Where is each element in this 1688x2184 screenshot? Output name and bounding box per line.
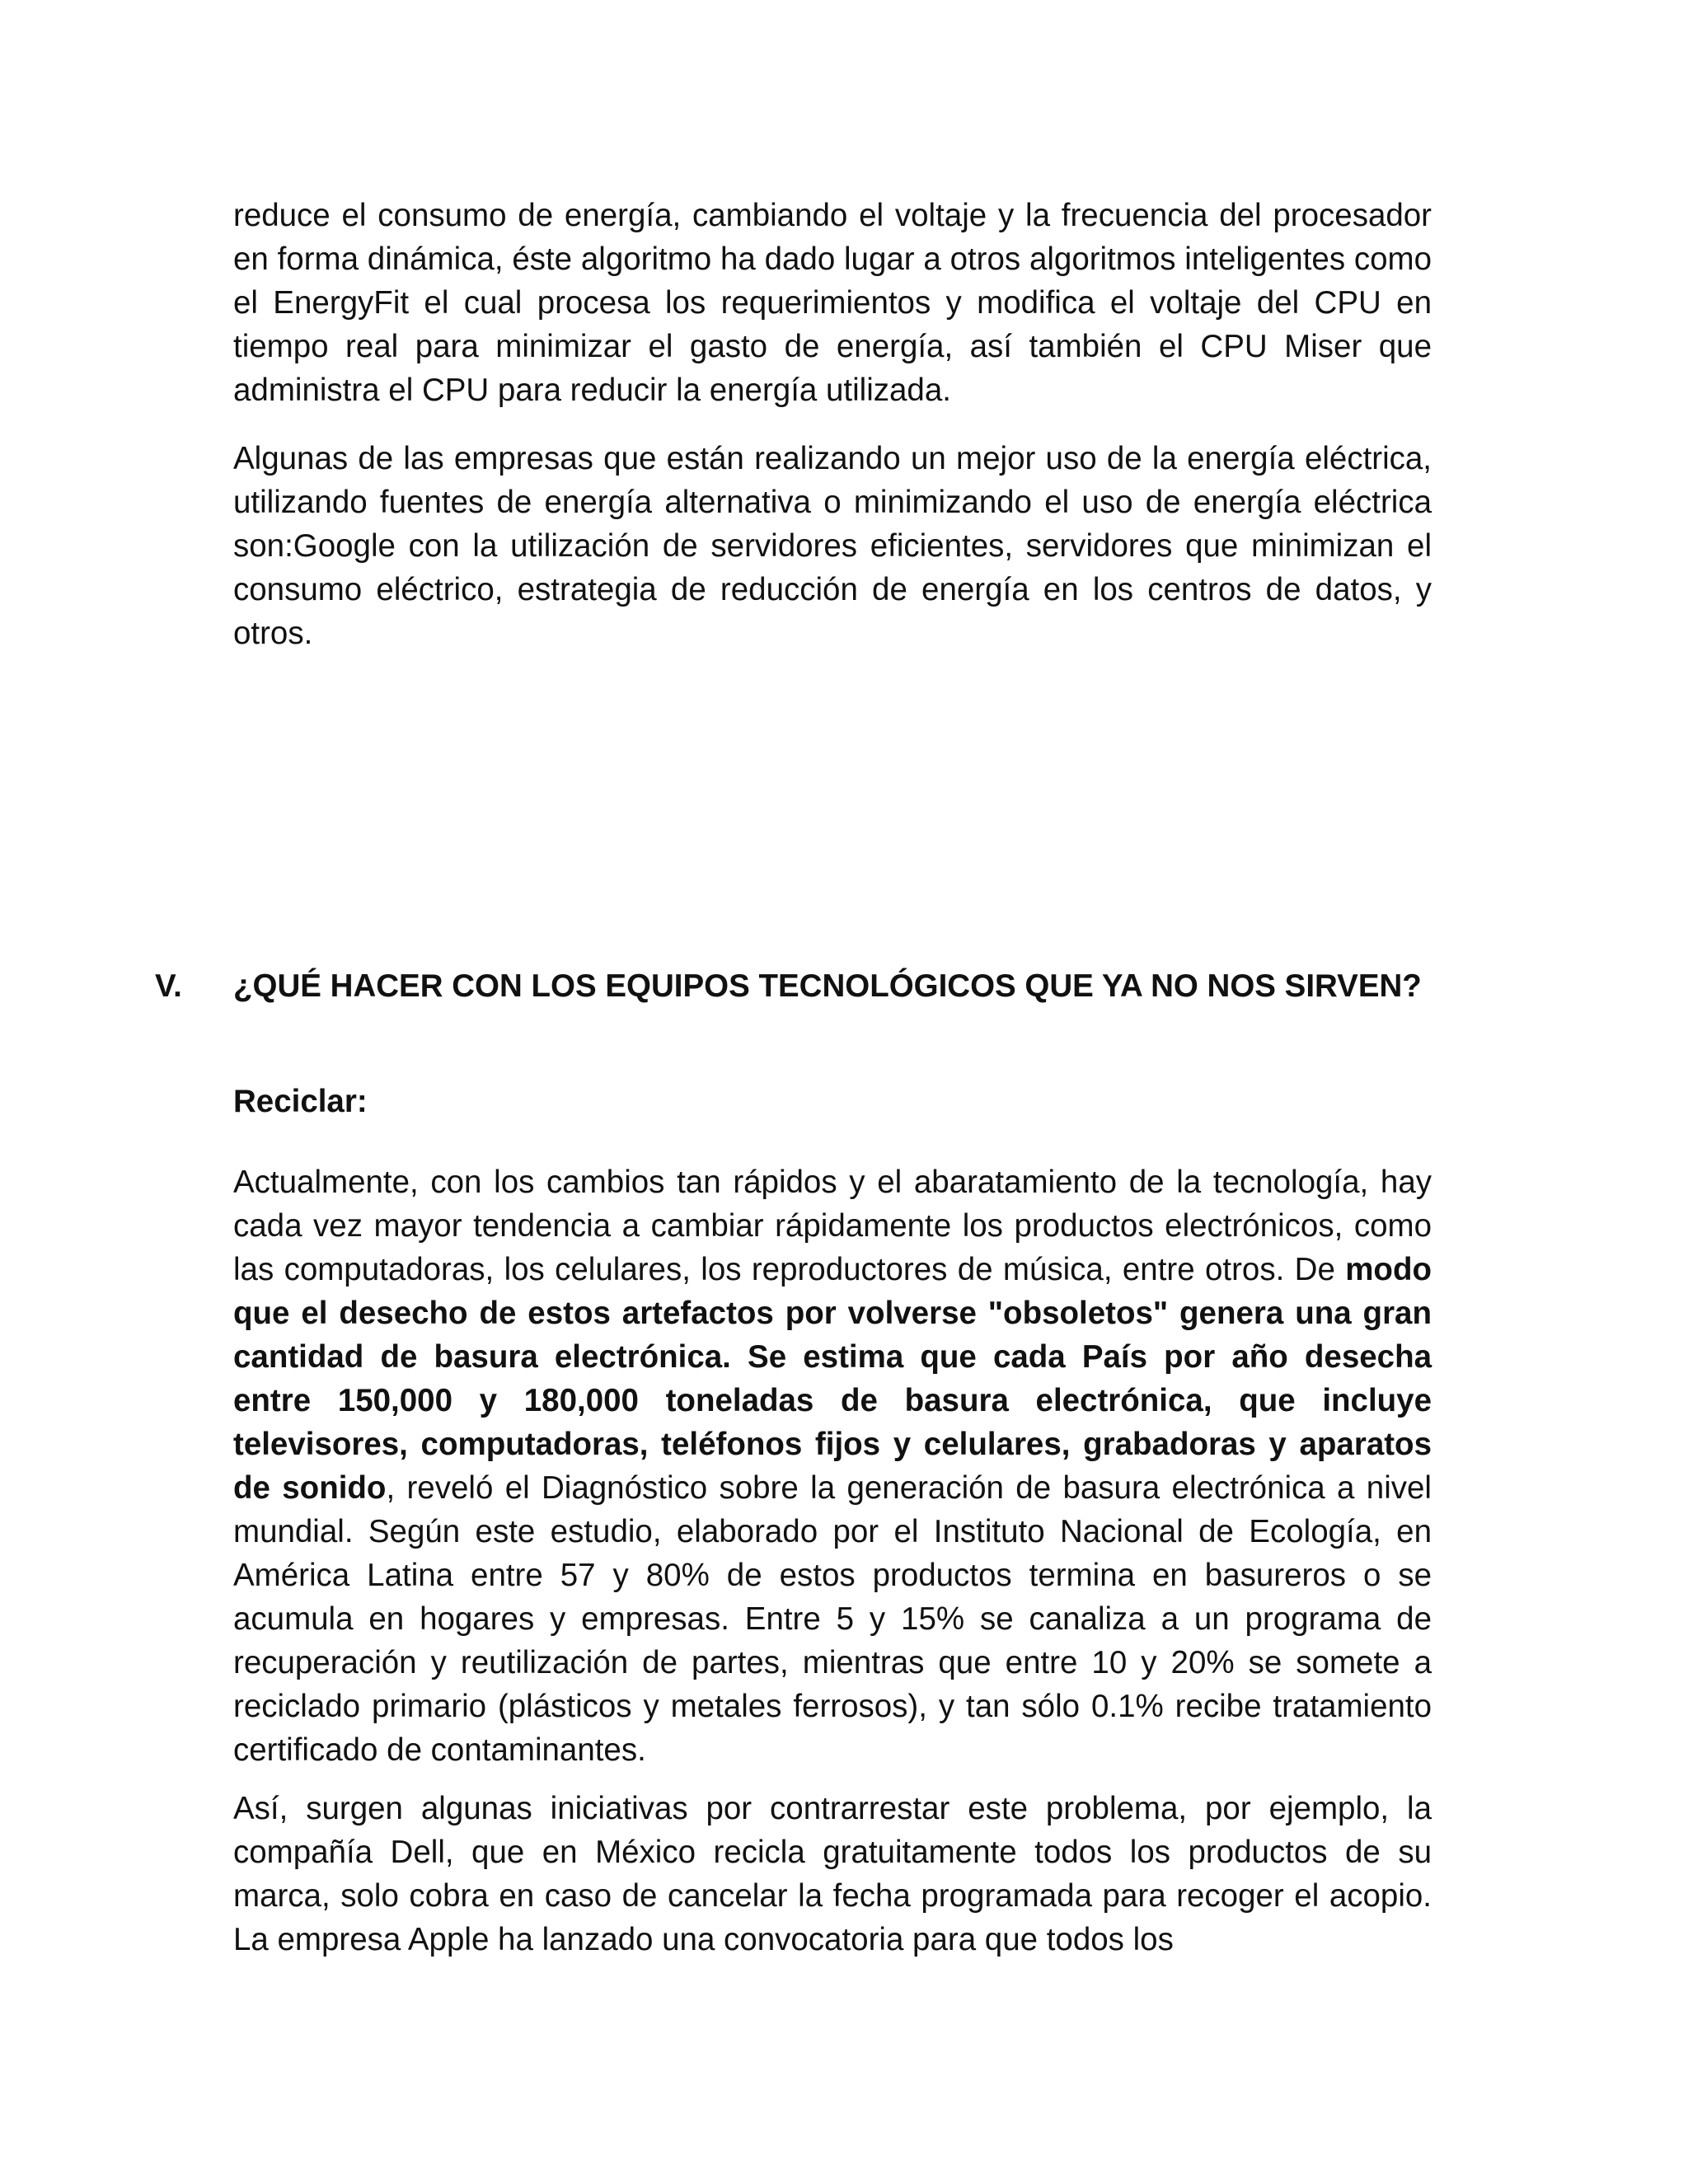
section-number: V. xyxy=(155,968,182,1004)
paragraph-energy-algorithms: reduce el consumo de energía, cambiando el voltaje y la frecuencia del procesador en forma dinámica, éste algoritmo ha dado lugar a otros algoritmos inteligentes como el EnergyFit el cual procesa los requerimientos y modifica el voltaje del CPU en tiempo real para minimizar el gasto de energía, así también el CPU Miser que administra el CPU para reducir la energía utilizada. xyxy=(233,198,1432,408)
paragraph-e-waste-bold: modo que el desecho de estos artefactos por volverse "obsoletos" genera una gran cantidad de basura electrónica. Se estima que cada País por año desecha entre 150,000 y 180,000 toneladas de basura electrónica, que incluye televisores, computadoras, teléfonos fijos y celulares, grabadoras y aparatos de sonido xyxy=(233,1252,1432,1506)
paragraph-e-waste-rest: , reveló el Diagnóstico sobre la generación de basura electrónica a nivel mundial. Según este estudio, elaborado por el Instituto Nacional de Ecología, en América Latina entre 57 y 80% de estos productos termina en basureros o se acumula en hogares y empresas. Entre 5 y 15% se canaliza a un programa de recuperación y reutilización de partes, mientras que entre 10 y 20% se somete a reciclado primario (plásticos y metales ferrosos), y tan sólo 0.1% recibe tratamiento certificado de contaminantes. xyxy=(233,1470,1432,1768)
paragraph-e-waste-intro: Actualmente, con los cambios tan rápidos y el abaratamiento de la tecnología, hay cada vez mayor tendencia a cambiar rápidamente los productos electrónicos, como las computadoras, los celulares, los reproductores de música, entre otros. De xyxy=(233,1165,1432,1287)
paragraph-initiatives: Así, surgen algunas iniciativas por contrarrestar este problema, por ejemplo, la compañía Dell, que en México recicla gratuitamente todos los productos de su marca, solo cobra en caso de cancelar la fecha programada para recoger el acopio. La empresa Apple ha lanzado una convocatoria para que todos los xyxy=(233,1791,1432,1957)
subheading-reciclar: Reciclar: xyxy=(233,1084,368,1119)
section-title: ¿QUÉ HACER CON LOS EQUIPOS TECNOLÓGICOS QUE YA NO NOS SIRVEN? xyxy=(233,968,1422,1004)
paragraph-e-waste xyxy=(233,1160,1432,1772)
paragraph-energy-companies: Algunas de las empresas que están realizando un mejor uso de la energía eléctrica, utilizando fuentes de energía alternativa o minimizando el uso de energía eléctrica son:Google con la utilización de servidores eficientes, servidores que minimizan el consumo eléctrico, estrategia de reducción de energía en los centros de datos, y otros. xyxy=(233,441,1432,651)
